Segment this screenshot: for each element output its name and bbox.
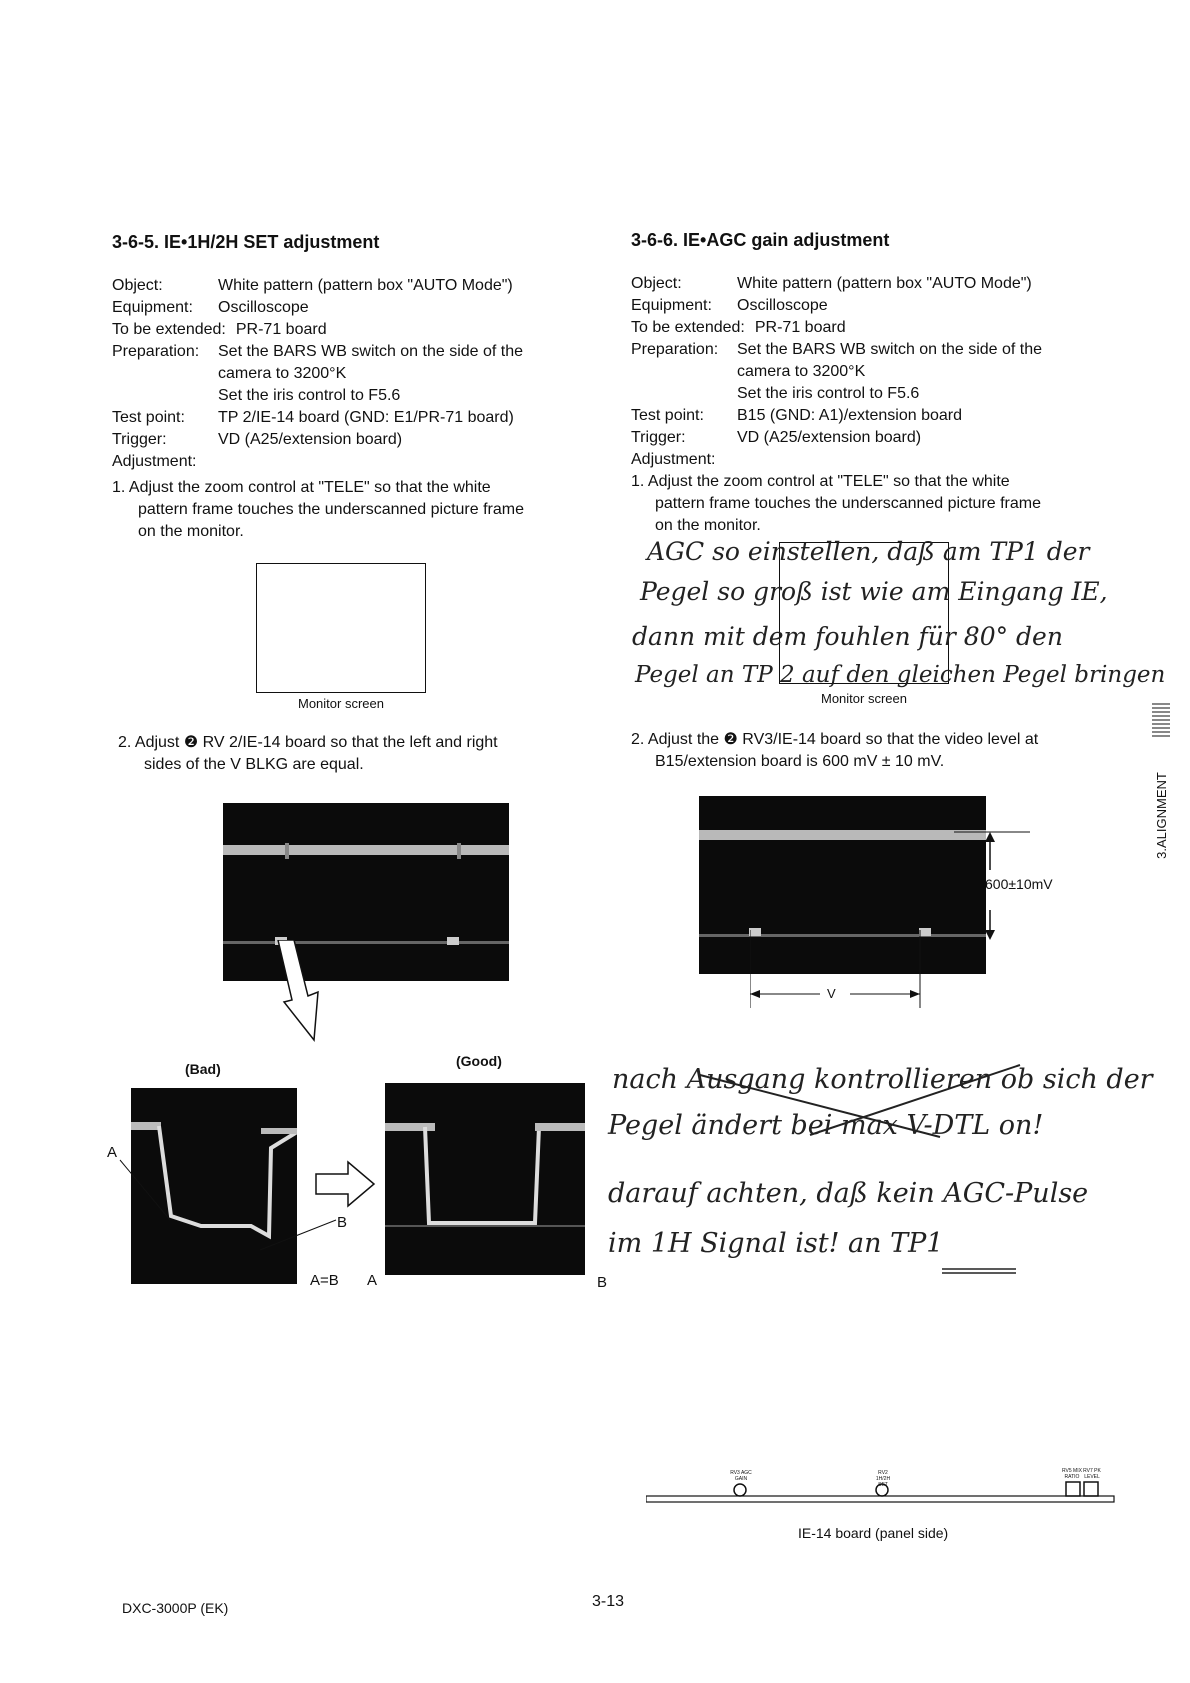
good-label-a: A [367, 1272, 378, 1289]
label-a-equals-b: A=B [310, 1272, 339, 1289]
right-spec-value: Oscilloscope [737, 297, 828, 314]
handwritten-note-line: nach Ausgang kontrollieren ob sich der [612, 1064, 1153, 1095]
left-spec-row [112, 387, 400, 405]
left-step1 [112, 477, 602, 543]
footer-page-number: 3-13 [592, 1593, 625, 1610]
left-oscilloscope-image [223, 803, 509, 981]
right-step2-line: B15/extension board is 600 mV ± 10 mV. [655, 753, 945, 770]
board-caption: IE-14 board (panel side) [798, 1525, 949, 1541]
level-dimension-lines [750, 830, 1030, 1010]
left-spec-row [112, 321, 327, 339]
right-step2 [631, 729, 1151, 773]
right-spec-label: Equipment: [631, 297, 712, 314]
left-spec-row [112, 343, 523, 361]
right-spec-row [631, 407, 962, 425]
v-label: V [827, 986, 836, 1001]
left-spec-label: Test point: [112, 409, 185, 426]
bad-label-b: B [337, 1214, 348, 1231]
right-spec-label: Object: [631, 275, 682, 292]
handwritten-note-line: AGC so einstellen, daß am TP1 der [647, 537, 1090, 566]
right-spec-value: B15 (GND: A1)/extension board [737, 407, 963, 424]
handwritten-note-line: Pegel an TP 2 auf den gleichen Pegel bringen [635, 662, 1166, 688]
right-spec-label: Test point: [631, 407, 704, 424]
right-spec-label: Preparation: [631, 341, 719, 358]
left-spec-value: camera to 3200°K [218, 365, 347, 382]
right-spec-value: VD (A25/extension board) [737, 429, 922, 446]
right-spec-row [631, 297, 828, 315]
right-spec-value: PR-71 board [754, 319, 846, 336]
right-spec-row [631, 275, 1032, 293]
left-spec-row [112, 431, 402, 449]
right-monitor-caption: Monitor screen [821, 691, 907, 706]
left-spec-value: TP 2/IE-14 board (GND: E1/PR-71 board) [218, 409, 514, 426]
left-spec-label: Equipment: [112, 299, 193, 316]
right-spec-label: Adjustment: [631, 451, 716, 468]
left-step1-line: 1. Adjust the zoom control at "TELE" so that the white [112, 479, 491, 496]
left-spec-row [112, 453, 218, 471]
left-spec-value: White pattern (pattern box "AUTO Mode") [218, 277, 513, 294]
left-step1-line: pattern frame touches the underscanned picture frame [138, 501, 524, 518]
left-spec-label: Preparation: [112, 343, 200, 360]
right-spec-value: White pattern (pattern box "AUTO Mode") [737, 275, 1032, 292]
right-spec-value: Set the BARS WB switch on the side of the [737, 341, 1043, 358]
right-arrow-icon [314, 1160, 378, 1210]
right-step1-line: on the monitor. [655, 517, 761, 534]
left-waveform [223, 803, 509, 981]
right-spec-row [631, 429, 921, 447]
left-heading: 3-6-5. IE•1H/2H SET adjustment [112, 232, 380, 252]
handwritten-note-line: Pegel so groß ist wie am Eingang IE, [640, 577, 1108, 606]
side-tab-marker [1150, 700, 1172, 744]
rv7-label: RV7 PK LEVEL [1083, 1468, 1101, 1480]
right-step2-line: 2. Adjust the ❷ RV3/IE-14 board so that the video level at [631, 731, 1039, 748]
right-heading: 3-6-6. IE•AGC gain adjustment [631, 230, 890, 250]
left-step2 [118, 732, 618, 776]
left-monitor-frame [256, 563, 426, 693]
good-label: (Good) [456, 1053, 502, 1069]
left-spec-row [112, 299, 309, 317]
right-spec-row [631, 451, 737, 469]
good-waveform [385, 1083, 585, 1275]
right-spec-value: Set the iris control to F5.6 [737, 385, 920, 402]
right-step1-line: 1. Adjust the zoom control at "TELE" so that the white [631, 473, 1010, 490]
right-step1-line: pattern frame touches the underscanned picture frame [655, 495, 1041, 512]
good-label-b: B [597, 1274, 608, 1291]
left-spec-value: VD (A25/extension board) [218, 431, 403, 448]
right-spec-row [631, 341, 1042, 359]
handwritten-underline [940, 1266, 1020, 1276]
bad-label-a: A [107, 1144, 118, 1161]
footer-model: DXC-3000P (EK) [122, 1600, 229, 1616]
left-spec-value: PR-71 board [235, 321, 327, 338]
bad-label: (Bad) [185, 1061, 221, 1077]
rv5-label: RV5 MIX RATIO [1062, 1468, 1082, 1480]
level-label: 600±10mV [985, 876, 1053, 892]
right-spec-row [631, 319, 846, 337]
left-step2-line: 2. Adjust ❷ RV 2/IE-14 board so that the left and right [118, 734, 498, 751]
right-spec-label: Trigger: [631, 429, 686, 446]
left-spec-label: Trigger: [112, 431, 167, 448]
rv3-label: RV3 AGC GAIN [730, 1470, 752, 1482]
handwritten-note-line: im 1H Signal ist! an TP1 [608, 1228, 944, 1259]
left-spec-row [112, 277, 513, 295]
right-spec-row [631, 385, 919, 403]
handwritten-note-line: Pegel ändert bei max V-DTL on! [608, 1110, 1044, 1141]
down-arrow-icon [270, 940, 350, 1050]
left-spec-label: Adjustment: [112, 453, 197, 470]
right-step1 [631, 471, 1121, 537]
left-spec-value: Set the BARS WB switch on the side of the [218, 343, 524, 360]
left-step1-line: on the monitor. [138, 523, 244, 540]
right-spec-row [631, 363, 865, 381]
left-spec-value: Set the iris control to F5.6 [218, 387, 401, 404]
left-spec-row [112, 409, 514, 427]
left-step2-line: sides of the V BLKG are equal. [144, 756, 364, 773]
side-tab-label: 3.ALIGNMENT [1153, 771, 1169, 859]
side-tab [1150, 760, 1172, 870]
good-oscilloscope-image [385, 1083, 585, 1275]
handwritten-note-line: dann mit dem fouhlen für 80° den [632, 622, 1063, 651]
rv2-label: RV2 1H/2H SET [875, 1470, 891, 1488]
left-spec-value: Oscilloscope [218, 299, 309, 316]
left-spec-label: Object: [112, 277, 163, 294]
left-spec-label: To be extended: [112, 321, 226, 338]
left-monitor-caption: Monitor screen [298, 696, 384, 711]
right-spec-label: To be extended: [631, 319, 745, 336]
handwritten-note-line: darauf achten, daß kein AGC-Pulse [608, 1178, 1089, 1209]
left-spec-row [112, 365, 346, 383]
handwritten-strikethrough [690, 1055, 1050, 1155]
right-spec-value: camera to 3200°K [737, 363, 866, 380]
